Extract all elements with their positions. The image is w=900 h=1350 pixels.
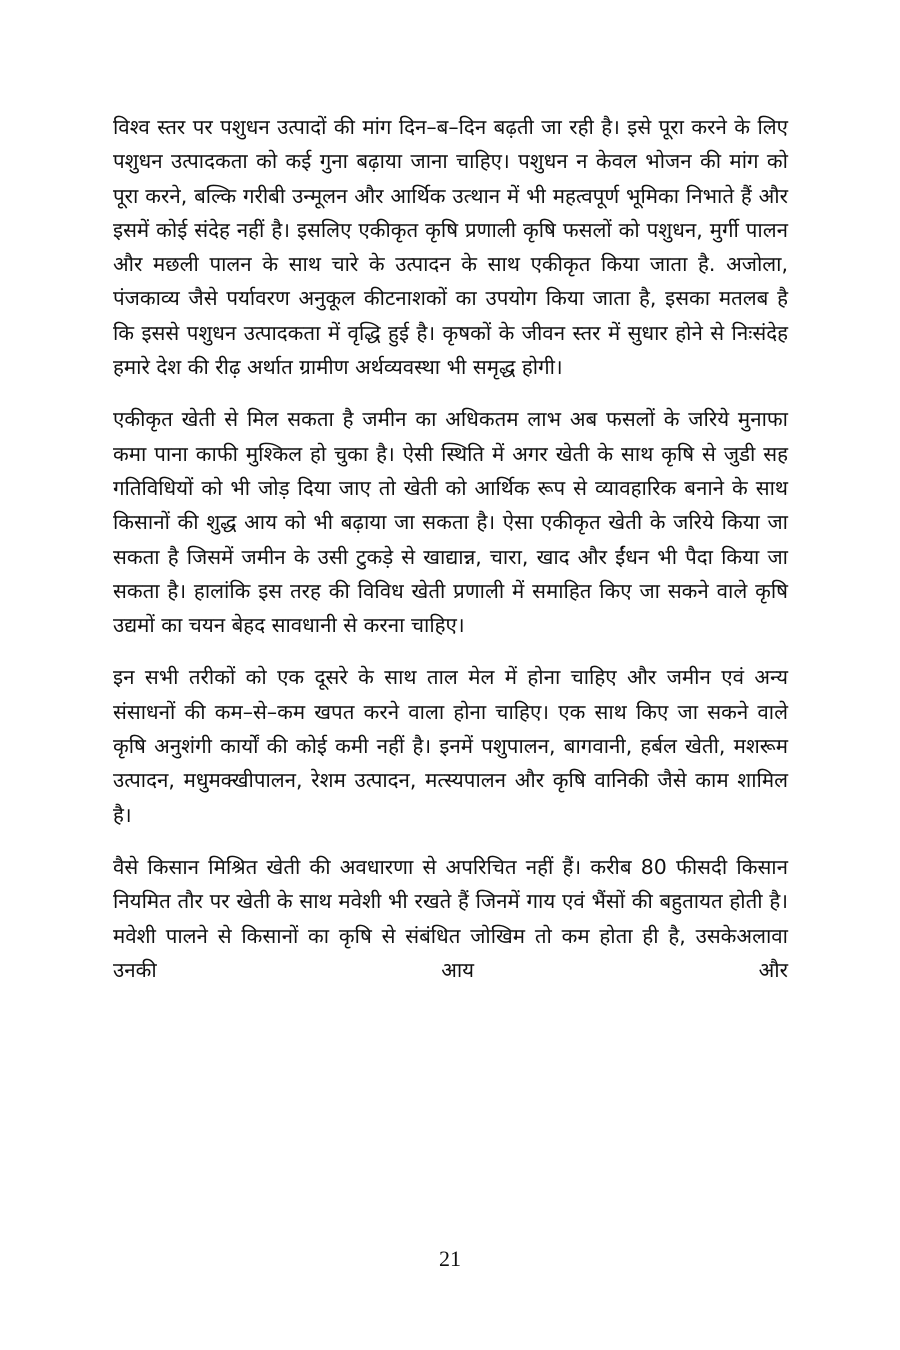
paragraph-4: वैसे किसान मिश्रित खेती की अवधारणा से अपरिचित नहीं हैं। करीब 80 फीसदी किसान नियमित तौर पर खेती के साथ मवेशी भी रखते हैं जिनमें गाय एवं भैंसों की बहुतायत होती है। मवेशी पालने से किसानों का कृषि से संबंधित जोखिम तो कम होता ही है, उसकेअलावा उनकी आय और (113, 854, 788, 982)
page-number: 21 (439, 1246, 461, 1271)
paragraph-2: एकीकृत खेती से मिल सकता है जमीन का अधिकतम लाभ अब फसलों के जरिये मुनाफा कमा पाना काफी मुश्किल हो चुका है। ऐसी स्थिति में अगर खेती के साथ कृषि से जुडी सह गतिविधियों को भी जोड़ दिया जाए तो खेती को आर्थिक रूप से व्यावहारिक बनाने के साथ किसानों की शुद्ध आय को भी बढ़ाया जा सकता है। ऐसा एकीकृत खेती के जरिये किया जा सकता है जिसमें जमीन के उसी टुकड़े से खाद्यान्न, चारा, खाद और ईंधन भी पैदा किया जा सकता है। हालांकि इस तरह की विविध खेती प्रणाली में समाहित किए जा सकने वाले कृषि उद्यमों का चयन बेहद सावधानी से करना चाहिए। (113, 407, 788, 638)
paragraph-3: इन सभी तरीकों को एक दूसरे के साथ ताल मेल में होना चाहिए और जमीन एवं अन्य संसाधनों की कम–से–कम खपत करने वाला होना चाहिए। एक साथ किए जा सकने वाले कृषि अनुशंगी कार्यों की कोई कमी नहीं है। इनमें पशुपालन, बागवानी, हर्बल खेती, मशरूम उत्पादन, मधुमक्खीपालन, रेशम उत्पादन, मत्स्यपालन और कृषि वानिकी जैसे काम शामिल है। (113, 665, 788, 827)
paragraph-1: विश्व स्तर पर पशुधन उत्पादों की मांग दिन–ब–दिन बढ़ती जा रही है। इसे पूरा करने के लिए पशुधन उत्पादकता को कई गुना बढ़ाया जाना चाहिए। पशुधन न केवल भोजन की मांग को पूरा करने, बल्कि गरीबी उन्मूलन और आर्थिक उत्थान में भी महत्वपूर्ण भूमिका निभाते हैं और इसमें कोई संदेह नहीं है। इसलिए एकीकृत कृषि प्रणाली कृषि फसलों को पशुधन, मुर्गी पालन और मछली पालन के साथ चारे के उत्पादन के साथ एकीकृत किया जाता है. अजोला, पंजकाव्य जैसे पर्यावरण अनुकूल कीटनाशकों का उपयोग किया जाता है, इसका मतलब है कि इससे पशुधन उत्पादकता में वृद्धि हुई है। कृषकों के जीवन स्तर में सुधार होने से निःसंदेह हमारे देश की रीढ़ अर्थात ग्रामीण अर्थव्यवस्था भी समृद्ध होगी। (113, 115, 788, 380)
body-text (113, 110, 788, 1005)
